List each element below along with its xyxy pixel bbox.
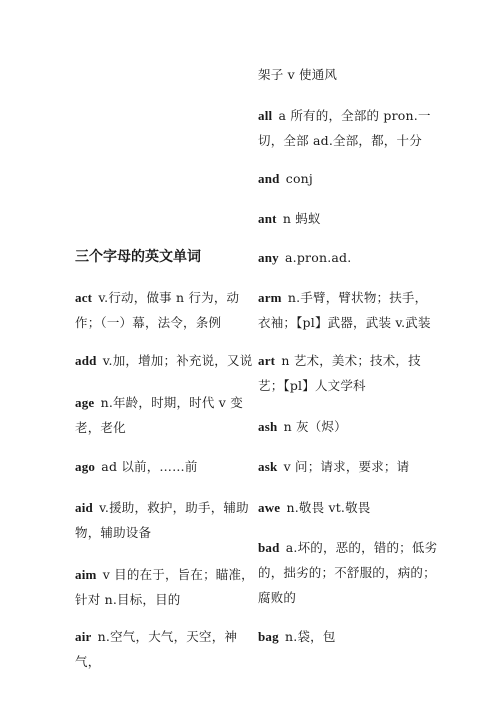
entry-word: aim [75,567,97,582]
entry-definition: v.加，增加；补充说，又说 [102,353,253,368]
entry-act [75,285,255,335]
entry-word: ant [258,211,277,226]
entry-definition: a 所有的，全部的 pron.一切，全部 ad.全部，都，十分 [258,108,431,148]
entry-definition: n.手臂，臂状物；扶手，衣袖；【pl】武器，武装 v.武装 [258,290,431,330]
entry-air [75,624,255,674]
entry-word: aid [75,500,93,515]
entry-word: any [258,250,279,265]
entry-bad [258,535,438,610]
entry-word: art [258,353,276,368]
entry-definition: n 艺术，美术；技术，技艺；【pl】人文学科 [258,353,421,393]
entry-word: ago [75,459,96,474]
entry-age [75,390,255,440]
entry-definition: a.pron.ad. [285,250,352,265]
entry-word: air [75,629,92,644]
entry-definition: 架子 v 使通风 [258,67,338,82]
entry-definition: n 蚂蚁 [282,211,321,226]
entry-definition: n.空气，大气，天空，神气， [75,629,238,669]
entry-any [258,245,438,270]
entry-aim [75,562,255,612]
entry-word: awe [258,500,281,515]
entry-definition: v 问；请求，要求；请 [283,459,410,474]
entry-definition: n.年龄，时期，时代 v 变老，老化 [75,395,243,435]
entry-definition: n 灰（烬） [283,419,347,434]
entry-ago [75,454,255,479]
entry-ask [258,454,438,479]
entry-ant [258,206,438,231]
entry-add [75,348,255,373]
entry-arm [258,285,438,335]
entry-word: bag [258,629,279,644]
entry-word: add [75,353,97,368]
entry-and [258,166,438,191]
entry-bag [258,624,438,649]
entry-word: age [75,395,95,410]
entry-definition: v.行动，做事 n 行为，动作；（一）幕，法令，条例 [75,290,240,330]
entry-continuation [258,62,438,87]
entry-definition: a.坏的，恶的，错的；低劣的，拙劣的；不舒服的，病的；腐败的 [258,540,438,605]
entry-definition: v.援助，救护，助手，辅助物，辅助设备 [75,500,249,540]
entry-art [258,348,438,398]
entry-word: ash [258,419,278,434]
entry-awe [258,495,438,520]
entry-definition: conj [285,171,314,186]
section-heading: 三个字母的英文单词 [75,249,201,265]
entry-ash [258,414,438,439]
entry-all [258,103,438,153]
entry-aid [75,495,255,545]
entry-definition: ad 以前，……前 [101,459,198,474]
entry-word: arm [258,290,282,305]
entry-word: act [75,290,93,305]
entry-definition: n.袋，包 [285,629,336,644]
entry-word: ask [258,459,278,474]
entry-definition: n.敬畏 vt.敬畏 [286,500,371,515]
entry-word: bad [258,540,280,555]
entry-word: and [258,171,280,186]
entry-definition: v 目的在于，旨在；瞄准，针对 n.目标，目的 [75,567,254,607]
entry-word: all [258,108,273,123]
